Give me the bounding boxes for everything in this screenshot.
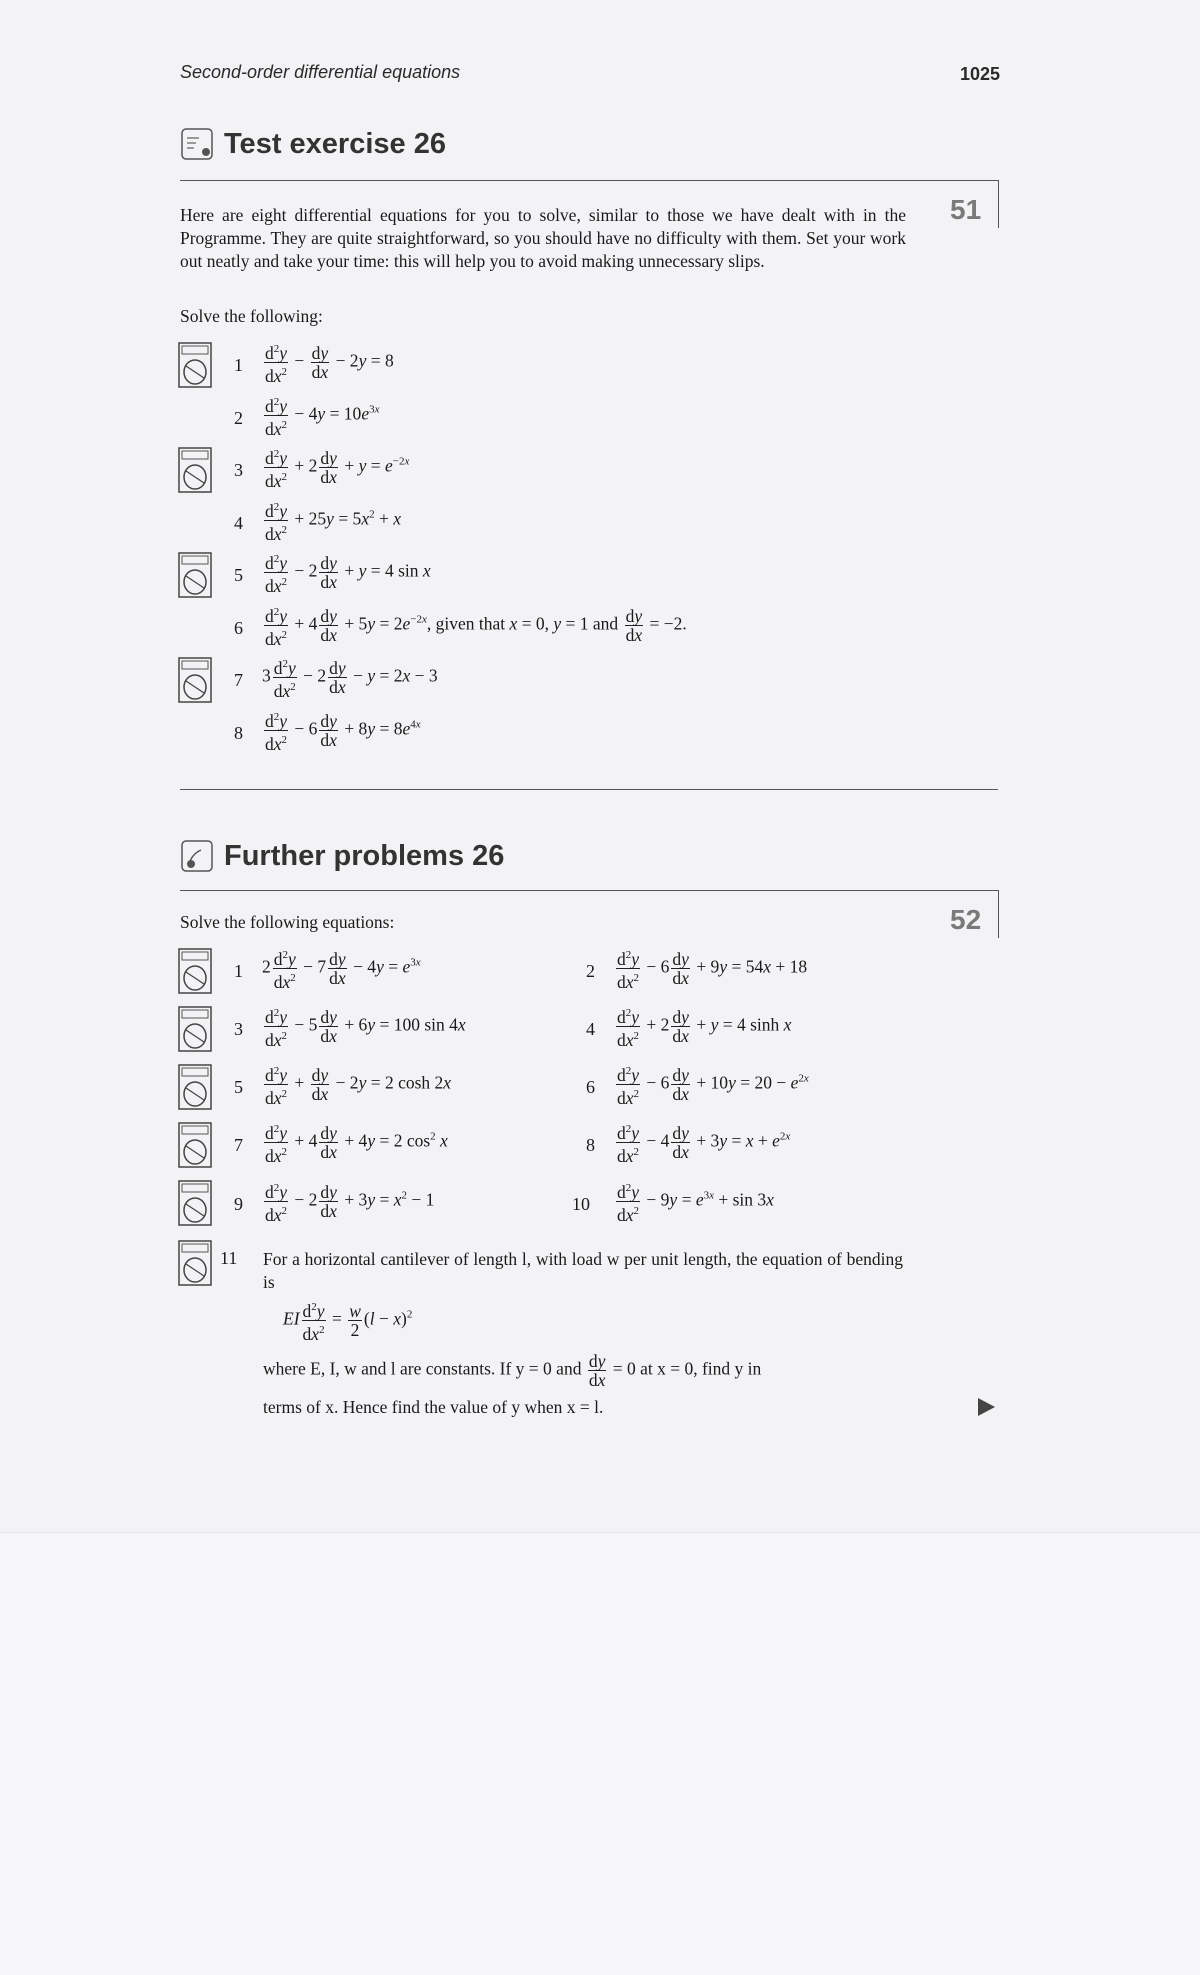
- equation-te-6: $\frac{d^2y}{dx^2}$ + 4 $\frac{dy}{dx}$ + $5y = 2e^{-2x}$, given that x = 0, y = 1 and $\frac{dy}{dx}$ = −2.: [262, 603, 687, 648]
- equation-fp-8: $\frac{d^2y}{dx^2}$ − 4 $\frac{dy}{dx}$ + $3y = x + e^{2x}$: [614, 1120, 790, 1165]
- equation-fp-7: $\frac{d^2y}{dx^2}$ + 4 $\frac{dy}{dx}$ + 4y = 2 $\cos^2 x$: [262, 1120, 448, 1165]
- equation-fp-6: $\frac{d^2y}{dx^2}$ − 6 $\frac{dy}{dx}$ + $10y = 20 - e^{2x}$: [614, 1062, 809, 1107]
- question-number: 11: [220, 1248, 238, 1268]
- question-number: 7: [234, 670, 243, 690]
- personal-tutor-icon: [178, 342, 212, 388]
- question-number: 6: [586, 1077, 595, 1097]
- test-exercise-intro: Here are eight differential equations for you to solve, similar to those we have dealt with in the Programme. They are quite straightforward, so you should have no difficulty with them. Set your work out neatly and take your time: this will help you to avoid making unnecessary slips.: [180, 205, 906, 271]
- equation-fp-5: $\frac{d^2y}{dx^2}$ + $\frac{dy}{dx}$ − 2y = 2 cosh 2x: [262, 1062, 451, 1107]
- further-problems-rule: [180, 890, 998, 891]
- test-exercise-heading: [180, 126, 446, 162]
- further-problems-heading: [180, 838, 504, 874]
- question-number: 3: [234, 460, 243, 480]
- frame-marker: [998, 180, 999, 228]
- question-number: 1: [234, 355, 243, 375]
- equation-fp-4: $\frac{d^2y}{dx^2}$ + 2 $\frac{dy}{dx}$ + y = 4 sinh x: [614, 1004, 791, 1049]
- q11-text: For a horizontal cantilever of length l, with load w per unit length, the equation of bending is: [263, 1249, 903, 1292]
- personal-tutor-icon: [178, 1180, 212, 1226]
- page-number: 1025: [959, 64, 1000, 84]
- equation-te-5: $\frac{d^2y}{dx^2}$ − 2 $\frac{dy}{dx}$ + y = 4 sin x: [262, 550, 431, 595]
- equation-te-3: $\frac{d^2y}{dx^2}$ + 2 $\frac{dy}{dx}$ + $y = e^{-2x}$: [262, 445, 409, 490]
- section-divider: [180, 789, 998, 790]
- personal-tutor-icon: [178, 948, 212, 994]
- equation-fp-3: $\frac{d^2y}{dx^2}$ − 5 $\frac{dy}{dx}$ + 6y = 100 sin 4x: [262, 1004, 466, 1049]
- q11-condition-prefix: where E, I, w and l are constants. If y = 0 and: [263, 1358, 582, 1379]
- q11-condition-suffix: = 0 at x = 0, find y in: [612, 1358, 762, 1379]
- equation-te-1: $\frac{d^2y}{dx^2}$ − $\frac{dy}{dx}$ − 2y = 8: [262, 340, 394, 385]
- personal-tutor-icon: [178, 657, 212, 703]
- personal-tutor-icon: [178, 1064, 212, 1110]
- next-page-arrow-icon[interactable]: [978, 1398, 995, 1416]
- question-number: 7: [234, 1135, 243, 1155]
- frame-marker: [998, 890, 999, 938]
- personal-tutor-icon: [178, 1122, 212, 1168]
- frame-number-52: 52: [950, 904, 982, 935]
- equation-te-7: 3 $\frac{d^2y}{dx^2}$ − 2 $\frac{dy}{dx}$ − y = 2x − 3: [262, 655, 438, 700]
- question-number: 4: [234, 513, 243, 533]
- q11-final-line: terms of x. Hence find the value of y when x = l.: [263, 1397, 604, 1417]
- equation-fp-1: 2 $\frac{d^2y}{dx^2}$ − 7 $\frac{dy}{dx}$ − $4y = e^{3x}$: [262, 946, 421, 991]
- q11-condition: where E, I, w and l are constants. If y = 0 and $\frac{dy}{dx}$ = 0 at x = 0, find y in: [263, 1351, 762, 1390]
- equation-fp-9: $\frac{d^2y}{dx^2}$ − 2 $\frac{dy}{dx}$ + $3y = x^2 - 1$: [262, 1179, 434, 1224]
- further-problems-instruction: Solve the following equations:: [180, 912, 395, 932]
- question-number: 10: [572, 1194, 590, 1214]
- personal-tutor-icon: [178, 447, 212, 493]
- equation-te-2: $\frac{d^2y}{dx^2}$ − $4y = 10e^{3x}$: [262, 393, 379, 438]
- further-problems-title: Further problems 26: [224, 839, 505, 872]
- equation-fp-10: $\frac{d^2y}{dx^2}$ − $9y = e^{3x} + \sin 3x$: [614, 1179, 774, 1224]
- question-number: 2: [234, 408, 243, 428]
- test-exercise-icon: [180, 126, 216, 162]
- question-number: 8: [234, 723, 243, 743]
- test-exercise-instruction: Solve the following:: [180, 306, 323, 326]
- equation-te-4: $\frac{d^2y}{dx^2}$ + $25y = 5x^2 + x$: [262, 498, 401, 543]
- personal-tutor-icon: [178, 1006, 212, 1052]
- equation-bending: EI $\frac{d^2y}{dx^2}$ = $\frac{w}{2}$ $(l - x)^2$: [283, 1298, 412, 1343]
- running-head: Second-order differential equations: [180, 62, 461, 82]
- question-number: 5: [234, 565, 243, 585]
- scan-background: [0, 1532, 1200, 1975]
- question-number: 5: [234, 1077, 243, 1097]
- equation-te-8: $\frac{d^2y}{dx^2}$ − 6 $\frac{dy}{dx}$ + $8y = 8e^{4x}$: [262, 708, 421, 753]
- question-number: 1: [234, 961, 243, 981]
- test-exercise-title: Test exercise 26: [224, 127, 446, 160]
- personal-tutor-icon: [178, 552, 212, 598]
- frame-number-51: 51: [950, 194, 982, 225]
- question-number: 6: [234, 618, 243, 638]
- question-number: 2: [586, 961, 595, 981]
- test-exercise-rule: [180, 180, 998, 181]
- equation-fp-2: $\frac{d^2y}{dx^2}$ − 6 $\frac{dy}{dx}$ + 9y = 54x + 18: [614, 946, 807, 991]
- question-number: 8: [586, 1135, 595, 1155]
- question-number: 9: [234, 1194, 243, 1214]
- further-problems-icon: [180, 838, 216, 874]
- personal-tutor-icon: [178, 1240, 212, 1286]
- question-number: 3: [234, 1019, 243, 1039]
- question-number: 4: [586, 1019, 595, 1039]
